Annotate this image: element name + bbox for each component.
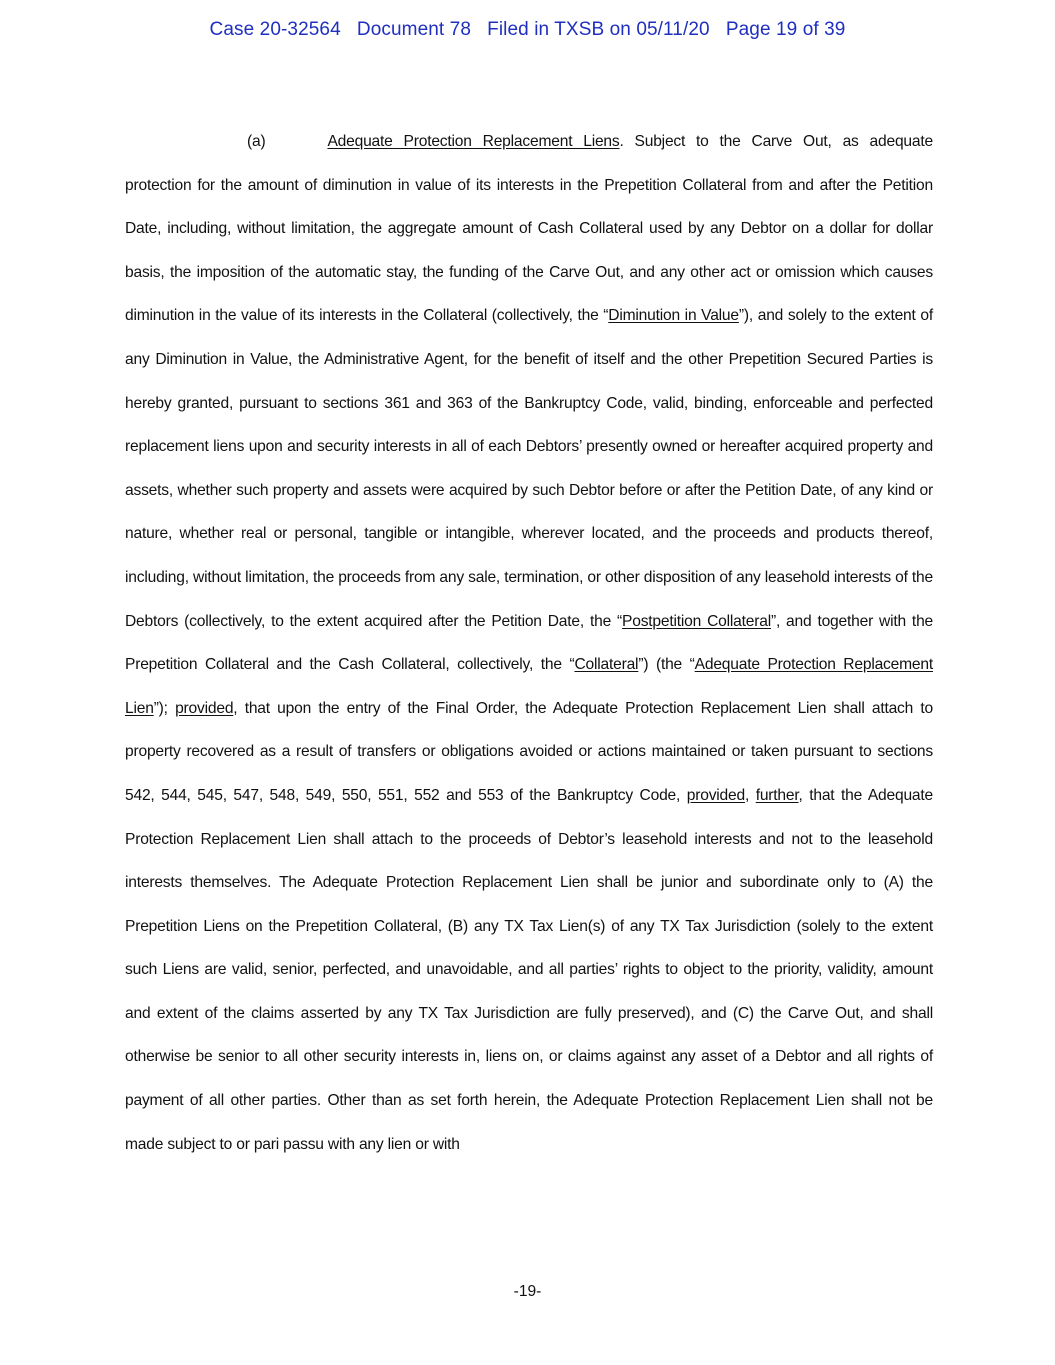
defined-term-postpetition-collateral: Postpetition Collateral	[622, 612, 771, 630]
page-info: Page 19 of 39	[725, 19, 846, 40]
term-provided-second: provided	[686, 786, 745, 804]
page-number-footer: -19-	[513, 1283, 542, 1300]
paragraph-adequate-protection	[125, 120, 933, 1166]
text-segment: ,	[744, 786, 756, 804]
paragraph-label: (a)	[247, 133, 266, 150]
document-number: Document 78	[356, 19, 471, 40]
court-filing-header	[0, 19, 1055, 41]
text-segment: ”), and solely to the extent of any Diminution in Value, the Administrative Agent, for the benefit of itself and the other Prepetition Secured Parties is hereby granted, pursuant to sections 361 and 363 of the Bankruptcy Code, valid, binding, enforceable and perfected replacement liens upon and security interests in all of each Debtors’ presently owned or hereafter acquired property and assets, whether such property and assets were acquired by such Debtor before or after the Petition Date, of any kind or nature, whether real or personal, tangible or intangible, wherever located, and the proceeds and products thereof, including, without limitation, the proceeds from any sale, termination, or other disposition of any leasehold interests of the Debtors (collectively, to the extent acquired after the Petition Date, the “	[125, 307, 933, 630]
text-segment: . Subject to the Carve Out, as adequate protection for the amount of diminution in value of its interests in the Prepetition Collateral from and after the Petition Date, including, without limitation, the aggregate amount of Cash Collateral used by any Debtor on a dollar for dollar basis, the imposition of the automatic stay, the funding of the Carve Out, and any other act or omission which causes diminution in the value of its interests in the Collateral (collectively, the “	[125, 133, 933, 325]
defined-term-replacement-lien: Adequate Protection Replacement Lien	[125, 656, 933, 717]
text-segment: ”, and together with the Prepetition Collateral and the Cash Collateral, collectively, the “	[125, 612, 934, 674]
filing-info: Filed in TXSB on 05/11/20	[487, 19, 710, 40]
text-segment: ”);	[153, 699, 176, 717]
term-provided: provided	[175, 699, 234, 717]
case-number: Case 20-32564	[209, 19, 341, 40]
defined-term-diminution-in-value: Diminution in Value	[608, 307, 739, 325]
section-heading: Adequate Protection Replacement Liens	[327, 133, 620, 150]
text-segment: ”) (the “	[638, 656, 695, 674]
text-segment: , that upon the entry of the Final Order, the Adequate Protection Replacement Lien shall attach to property recovered as a result of transfers or obligations avoided or actions maintained or taken pursuant to sections 542, 544, 545, 547, 548, 549, 550, 551, 552 and 553 of the Bankruptcy Code,	[125, 699, 933, 804]
term-further: further	[755, 786, 799, 804]
defined-term-collateral: Collateral	[574, 656, 639, 674]
text-segment: , that the Adequate Protection Replacement Lien shall attach to the proceeds of Debtor’s leasehold interests and not to the leasehold interests themselves. The Adequate Protection Replacement Lien shall be junior and subordinate only to (A) the Prepetition Liens on the Prepetition Collateral, (B) any TX Tax Lien(s) of any TX Tax Jurisdiction (solely to the extent such Liens are valid, senior, perfected, and unavoidable, and all parties’ rights to object to the priority, validity, amount and extent of the claims asserted by any TX Tax Jurisdiction are fully preserved), and (C) the Carve Out, and shall otherwise be senior to all other security interests in, liens on, or claims against any asset of a Debtor and all rights of payment of all other parties. Other than as set forth herein, the Adequate Protection Replacement Lien shall not be made subject to or pari passu with any lien or with	[125, 786, 934, 1153]
